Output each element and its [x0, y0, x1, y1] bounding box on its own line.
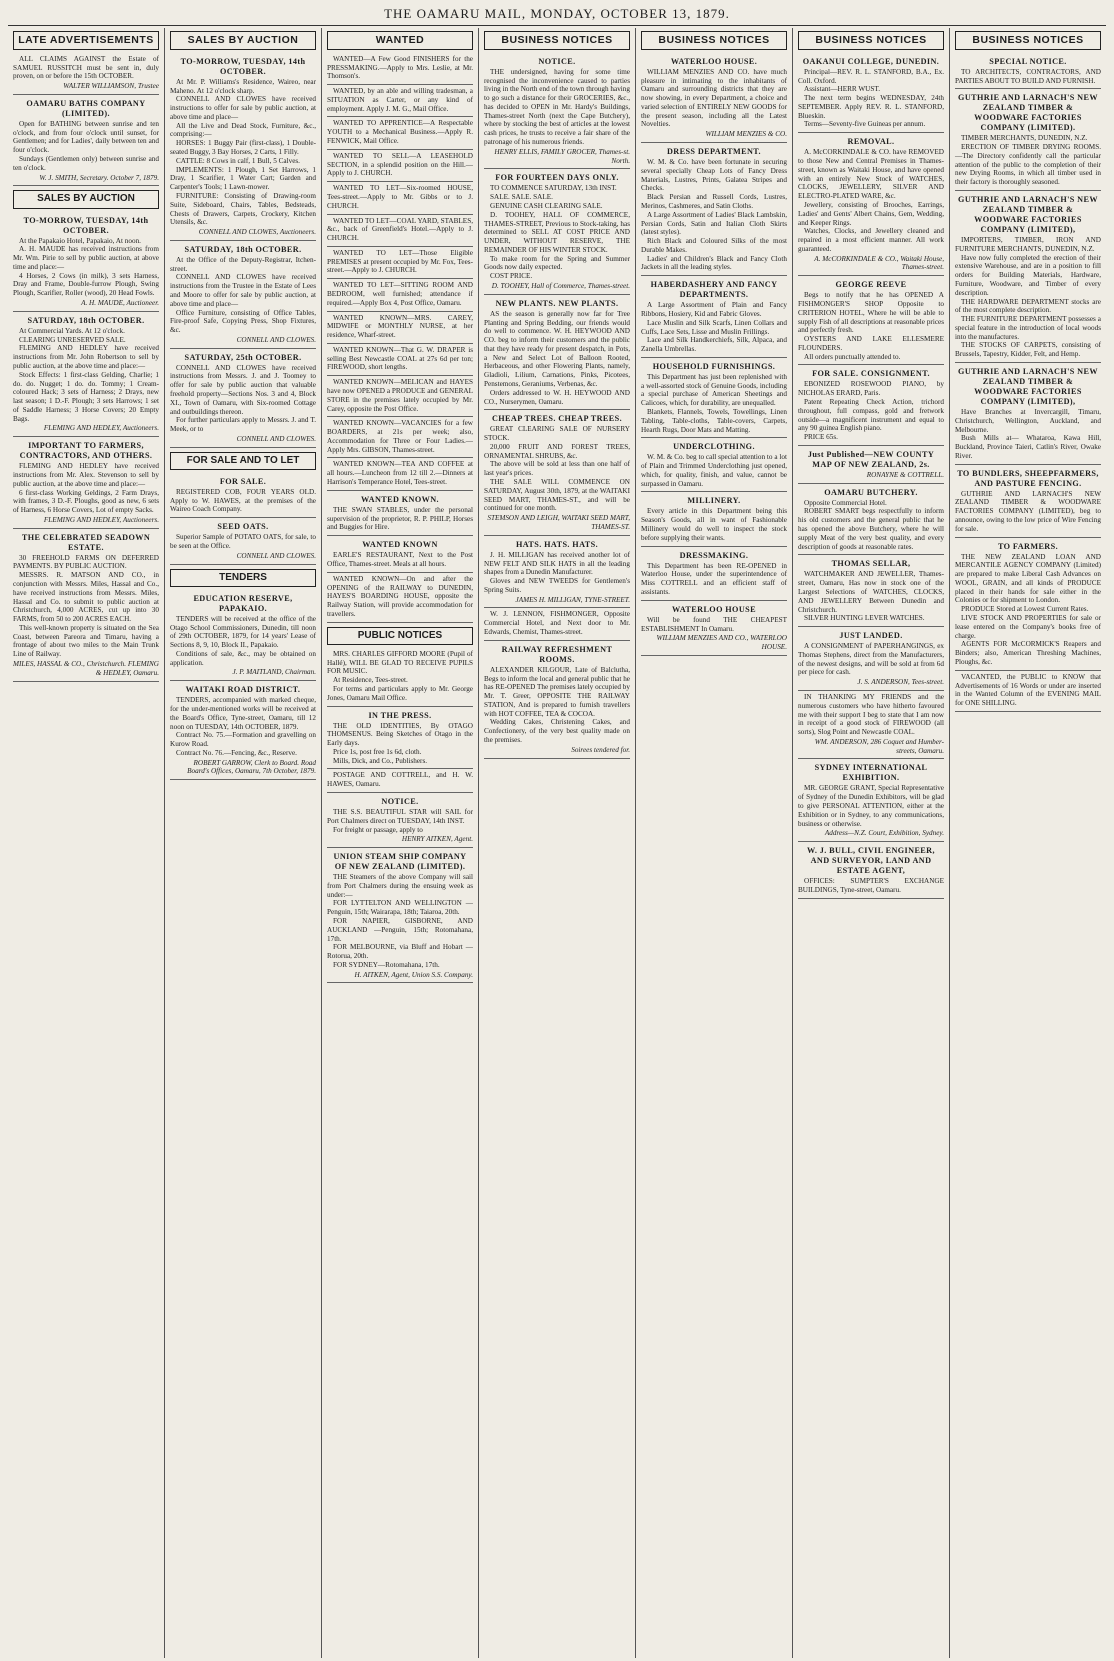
ad-text: FOR SYDNEY—Rotomahana, 17th. — [333, 960, 440, 969]
advertisement — [798, 276, 944, 365]
ad-text: A CONSIGNMENT of PAPERHANGINGS, ex Thomas Stephens, direct from the Manufacturers, of the newest designs, and will be sold at from 6d per piece for cash. — [798, 642, 944, 677]
ad-text: Patent Repeating Check Action, trichord throughout, full compass, gold and fretwork outside—a magnificent instrument and equal to any 90 guinea English piano. — [798, 398, 944, 433]
ad-text: Lace Muslin and Silk Scarfs, Linen Collars and Cuffs, Lace Sets, Lisse and Muslin Frillings. — [641, 318, 787, 336]
section-heading: PUBLIC NOTICES — [327, 627, 473, 645]
ad-text: For freight or passage, apply to — [333, 825, 423, 834]
advertisement — [798, 446, 944, 484]
ad-text: FURNITURE: Consisting of Drawing-room Suite, Sideboard, Chairs, Tables, Bedsteads, Chests of Drawers, Carpets, Crockery, Kitchen Utensils, &c. — [170, 191, 316, 227]
advertisement — [327, 182, 473, 214]
newspaper-column — [950, 28, 1106, 1658]
ad-title: WATERLOO HOUSE — [672, 604, 756, 614]
advertisement — [955, 363, 1101, 465]
advertisement — [327, 150, 473, 182]
advertisement — [170, 349, 316, 448]
ad-title: WATERLOO HOUSE. — [670, 56, 758, 66]
ad-title: EDUCATION RESERVE, PAPAKAIO. — [193, 593, 293, 613]
advertisement — [798, 365, 944, 445]
advertisement — [327, 573, 473, 623]
ad-text: WANTED TO APPRENTICE—A Respectable YOUTH to a Mechanical Business.—Apply R. FENWICK, Mail Office. — [327, 119, 473, 146]
ad-signature: JAMES H. MILLIGAN, TYNE-STREET. — [515, 595, 630, 604]
ad-text: This well-known property is situated on the Sea Coast, between Pareora and Timaru, having a frontage of about two miles to the Main Trunk Line of Railway. — [13, 623, 159, 659]
ad-text: CONNELL AND CLOWES have received instructions to offer for sale by public auction, at above time and place— — [170, 95, 316, 121]
ad-title: OAMARU BUTCHERY. — [824, 487, 918, 497]
advertisement — [327, 648, 473, 707]
ad-text: Blankets, Flannels, Towels, Towellings, Linen Tabling, Table-cloths, Table-covers, Carpets, Hearth Rugs, Door Mats and Matting. — [641, 408, 787, 434]
ad-text: TENDERS, accompanied with marked cheque, for the under-mentioned works will be received at the Board's Office, Tyne-street, Oamaru, till 12 noon on TUESDAY, 14th OCTOBER, 1879. — [170, 696, 316, 731]
section-heading: SALES BY AUCTION — [13, 190, 159, 208]
ad-text: EBONIZED ROSEWOOD PIANO, by NICHOLAS ERARD, Paris. — [798, 380, 944, 398]
ad-text: COST PRICE. — [490, 272, 533, 281]
ad-signature: W. J. SMITH, Secretary. October 7, 1879. — [39, 173, 159, 182]
ad-text: FLEMING AND HEDLEY have received instructions from Mr. John Robertson to sell by public auction, at the above time and place:— — [13, 344, 159, 370]
advertisement — [170, 518, 316, 564]
ad-title: TO FARMERS. — [997, 541, 1059, 551]
ad-text: A Large Assortment of Plain and Fancy Ribbons, Hosiery, Kid and Fabric Gloves. — [641, 301, 787, 318]
ad-signature: ROBERT GARROW, Clerk to Board. Road Board's Offices, Oamaru, 7th October, 1879. — [187, 758, 316, 776]
advertisement — [955, 89, 1101, 191]
ad-text: ALL CLAIMS AGAINST the Estate of SAMUEL RUSSITCH must be sent in, duly proven, on or before the 15th OCTOBER. — [13, 54, 159, 81]
advertisement — [484, 295, 630, 411]
ad-text: WANTED KNOWN—VACANCIES for a few BOARDERS, at 21s per week; also, Accommodation for Three or Four Ladies.—Apply Mrs. GIBSON, Thames-street. — [327, 419, 473, 454]
ad-title: JUST LANDED. — [839, 631, 903, 641]
ad-signature: CONNELL AND CLOWES, Auctioneers. — [198, 228, 316, 237]
ad-signature: CONNELL AND CLOWES. — [236, 335, 316, 344]
ad-title: SATURDAY, 18th OCTOBER. — [27, 315, 145, 325]
ad-text: CATTLE: 8 Cows in calf, 1 Bull, 5 Calves. — [176, 156, 300, 165]
advertisement — [484, 410, 630, 535]
advertisement — [955, 671, 1101, 712]
column-heading: BUSINESS NOTICES — [641, 31, 787, 50]
ad-text: SALE. SALE. SALE. — [490, 193, 553, 202]
advertisement — [13, 95, 159, 186]
advertisement — [798, 759, 944, 842]
section-heading: TENDERS — [170, 569, 316, 587]
ad-text: At the Office of the Deputy-Registrar, Itchen-street. — [170, 255, 316, 273]
ad-text: IN THANKING MY FRIENDS and the numerous customers who have hitherto favoured me with their support I beg to state that I am now in receipt of a good stock of FIREWOOD (all sorts), Slog Point and Newcastle COAL. — [798, 692, 944, 737]
ad-signature: HENRY AITKEN, Agent. — [401, 835, 473, 844]
ad-text: MR. GEORGE GRANT, Special Representative of Sydney of the Dunedin Exhibitors, will be glad to give PERSONAL ATTENTION, either at the Exhibition or in Sydney, to any communications, business or otherwise. — [798, 784, 944, 828]
ad-signature: D. TOOHEY, Hall of Commerce, Thames-street. — [491, 281, 630, 290]
ad-text: At Residence, Tees-street. — [333, 676, 408, 685]
advertisement — [170, 681, 316, 780]
advertisement — [327, 344, 473, 376]
advertisement — [798, 627, 944, 691]
ad-text: WANTED KNOWN—On and after the OPENING of the RAILWAY to DUNEDIN, HAYES'S BOARDING HOUSE, opposite the Railway Station, will provide accommodation for travellers. — [327, 574, 473, 618]
ad-title: SATURDAY, 18th OCTOBER. — [184, 244, 302, 254]
advertisement — [327, 279, 473, 311]
advertisement — [798, 842, 944, 899]
ad-signature: RONAYNE & COTTRELL. — [866, 470, 944, 479]
ad-title: UNDERCLOTHING. — [673, 442, 755, 452]
ad-title: UNION STEAM SHIP COMPANY OF NEW ZEALAND (LIMITED). — [333, 852, 467, 872]
ad-signature: WILLIAM MENZIES AND CO., WATERLOO HOUSE. — [656, 634, 787, 652]
ad-signature: WM. ANDERSON, 286 Coquet and Humber-streets, Oamaru. — [814, 737, 944, 755]
ad-text: W. J. LENNON, FISHMONGER, Opposite Commercial Hotel, and Next door to Mr. Edwards, Chemist, Thames-street. — [484, 610, 630, 636]
advertisement — [170, 53, 316, 241]
ad-text: WANTED KNOWN—MRS. CAREY, MIDWIFE or MONTHLY NURSE, at her residence, Wharf-street. — [327, 313, 473, 340]
ad-text: Sundays (Gentlemen only) between sunrise and ten o'clock. — [13, 155, 159, 172]
ad-text: POSTAGE AND COTTRELL, and H. W. HAWES, Oamaru. — [327, 771, 473, 789]
ad-text: GUTHRIE AND LARNACH'S NEW ZEALAND TIMBER & WOODWARE FACTORIES COMPANY (LIMITED), beg to announce, owing to the low price of Wire Fencing for sale. — [955, 489, 1101, 533]
ad-text: LIVE STOCK AND PROPERTIES for sale or lease entered on the Company's books free of charge. — [955, 614, 1101, 640]
ad-text: Will be found THE CHEAPEST ESTABLISHMENT In Oamaru. — [641, 615, 787, 633]
ad-title: MILLINERY. — [687, 496, 741, 506]
ad-title: WANTED KNOWN — [362, 540, 438, 550]
ad-signature: WILLIAM MENZIES & CO. — [705, 130, 787, 139]
advertisement — [13, 53, 159, 95]
ad-text: Ladies' and Children's Black and Fancy Cloth Jackets in all the leading styles. — [641, 254, 787, 272]
ad-text: AS the season is generally now far for Tree Planting and Spring Bedding, our friends would do well to commence. W. H. HEYWOOD AND CO. beg to inform their customers and the public that they have ready for present despatch, in Pots, a New and Select Lot of Balloon Rooted, Herbaceous, and other Flowering Plants, namely, Gladioli, Lilium, Carnations, Pinks, Picotees, Penstemons, Geraniums, Verbenas, &c. — [484, 309, 630, 389]
advertisement — [170, 473, 316, 518]
advertisement — [170, 590, 316, 681]
ad-text: D. TOOHEY, HALL OF COMMERCE, THAMES-STREET, Previous to Stock-taking, has determined to SELL AT COST PRICE AND UNDER, WITHOUT RESERVE, THE REMAINDER OF HIS WINTER STOCK. — [484, 210, 630, 254]
advertisement — [484, 536, 630, 609]
ad-text: Every article in this Department being this Season's Goods, all in want of Fashionable Millinery would do well to inspect the stock before supplying their wants. — [641, 507, 787, 542]
advertisement — [641, 438, 787, 492]
advertisement — [327, 417, 473, 458]
advertisement — [484, 608, 630, 640]
ad-signature: WALTER WILLIAMSON, Trustee — [63, 82, 159, 91]
advertisement — [13, 529, 159, 682]
advertisement — [798, 484, 944, 556]
ad-text: CLEARING UNRESERVED SALE. — [19, 335, 126, 344]
ad-text: For terms and particulars apply to Mr. George Jones, Oamaru Mail Office. — [327, 684, 473, 702]
ad-text: TO COMMENCE SATURDAY, 13th INST. — [490, 184, 617, 193]
advertisement — [327, 85, 473, 117]
advertisement — [641, 358, 787, 438]
newspaper-column — [8, 28, 165, 1658]
ad-signature: H. AITKEN, Agent, Union S.S. Company. — [354, 970, 473, 979]
ad-text: SILVER HUNTING LEVER WATCHES. — [804, 614, 925, 623]
ad-signature: CONNELL AND CLOWES. — [236, 551, 316, 560]
ad-text: Orders addressed to W. H. HEYWOOD AND CO., Nurserymen, Oamaru. — [484, 388, 630, 406]
ad-text: MESSRS. R. MATSON AND CO., in conjunction with Messrs. Miles, Hassal and Co., have received instructions from Messrs. Miles, Hassal and Co. to submit to public auction at Christchurch, 4,000 ACRES, cut up into 30 FARMS, from 50 to 200 ACRES EACH. — [13, 571, 159, 624]
advertisement — [327, 117, 473, 149]
ad-title: HATS. HATS. HATS. — [515, 539, 599, 549]
advertisement — [13, 212, 159, 312]
advertisement — [327, 536, 473, 573]
advertisement — [327, 707, 473, 770]
ad-text: Rich Black and Coloured Silks of the most Durable Makes. — [641, 237, 787, 254]
ad-text: 6 first-class Working Geldings, 2 Farm Drays, with frames, 3 D.-F. Ploughs, good as new, 6 sets of Harness, 6 Horse Covers, Lot of empty Sacks. — [13, 488, 159, 515]
ad-text: Contract No. 75.—Formation and gravelling on Kurow Road. — [170, 731, 316, 749]
ad-text: Have Branches at Invercargill, Timaru, Christchurch, Wellington, Auckland, and Melbourne. — [955, 407, 1101, 434]
advertisement — [955, 465, 1101, 538]
ad-text: IMPORTERS, TIMBER, IRON AND FURNITURE MERCHANTS, DUNEDIN, N.Z. — [955, 236, 1101, 253]
advertisement — [327, 376, 473, 417]
ad-title: GUTHRIE AND LARNACH'S NEW ZEALAND TIMBER & WOODWARE FACTORIES COMPANY (LIMITED). — [958, 93, 1098, 133]
ad-text: WANTED TO LET—COAL YARD, STABLES, &c., back of Greenfield's Hotel.—Apply to J. CHURCH. — [327, 216, 473, 243]
ad-text: PRODUCE Stored at Lowest Current Rates. — [961, 605, 1089, 614]
ad-text: All orders punctually attended to. — [804, 352, 901, 361]
ad-text: Price 1s, post free 1s 6d, cloth. — [333, 747, 422, 756]
ad-text: WILLIAM MENZIES AND CO. have much pleasure in intimating to the inhabitants of Oamaru and surrounding districts that they are now showing, in every Department, a choice and varied selection of ENTIRELY NEW GOODS for the present season, including all the Latest Novelties. — [641, 67, 787, 129]
ad-text: GENUINE CASH CLEARING SALE. — [490, 201, 603, 210]
ad-signature: STEMSON AND LEIGH, WAITAKI SEED MART, THAMES-ST. — [487, 514, 630, 531]
advertisement — [13, 437, 159, 528]
ad-signature: J. P. MAITLAND, Chairman. — [232, 668, 316, 677]
ad-title: REMOVAL. — [847, 137, 895, 147]
newspaper-column — [165, 28, 322, 1658]
ad-text: FLEMING AND HEDLEY have received instructions from Mr. Alex. Stevenson to sell by public auction, at the above time and place:— — [13, 462, 159, 488]
advertisement — [641, 492, 787, 546]
newspaper-column — [636, 28, 793, 1658]
ad-text: WANTED, by an able and willing tradesman, a SITUATION as Carter, or any kind of employment. Apply J. M. G., Mail Office. — [327, 87, 473, 113]
ad-text: The next term begins WEDNESDAY, 24th SEPTEMBER. Apply REV. R. L. STANFORD, Blueskin. — [798, 94, 944, 120]
advertisement — [327, 458, 473, 490]
ad-text: WANTED—A Few Good FINISHERS for the PRESSMAKING.—Apply to Mrs. Leslie, at Mr. Thomson's. — [327, 54, 473, 81]
advertisement — [484, 169, 630, 294]
advertisement — [955, 538, 1101, 671]
advertisement — [327, 848, 473, 983]
ad-signature: HENRY ELLIS, FAMILY GROCER, Thames-st. North. — [494, 147, 630, 165]
advertisement — [641, 547, 787, 601]
ad-title: SYDNEY INTERNATIONAL EXHIBITION. — [814, 763, 928, 783]
ad-title: WANTED KNOWN. — [361, 494, 439, 504]
advertisement — [798, 53, 944, 133]
ad-title: OAKANUI COLLEGE, DUNEDIN. — [802, 56, 940, 66]
advertisement — [798, 691, 944, 759]
ad-text: FOR LYTTELTON AND WELLINGTON —Penguin, 15th; Wairarapa, 18th; Taiaroa, 20th. — [327, 899, 473, 917]
ad-title: HOUSEHOLD FURNISHINGS. — [652, 361, 776, 371]
column-heading: BUSINESS NOTICES — [955, 31, 1101, 50]
ad-text: MRS. CHARLES GIFFORD MOORE (Pupil of Hallé), WILL BE GLAD TO RECEIVE PUPILS FOR MUSIC. — [327, 649, 473, 676]
ad-text: THE SALE WILL COMMENCE ON SATURDAY, August 30th, 1879, at the WAITAKI SEED MART, THAMES-ST., and will be continued for one month. — [484, 478, 630, 513]
ad-text: The above will be sold at less than one half of last year's prices. — [484, 460, 630, 478]
ad-signature: A. H. MAUDE, Auctioneer. — [81, 299, 159, 308]
ad-text: Office Furniture, consisting of Office Tables, Fire-proof Safe, Copying Press, Shop Fixtures, &c. — [170, 308, 316, 335]
ad-text: FOR MELBOURNE, via Bluff and Hobart —Rotorua, 20th. — [327, 943, 473, 961]
ad-text: 30 FREEHOLD FARMS ON DEFERRED PAYMENTS. BY PUBLIC AUCTION. — [13, 553, 159, 571]
ad-text: W. M. & Co. beg to call special attention to a lot of Plain and Trimmed Underclothing just opened, which, for quality, finish, and value, cannot be surpassed in Oamaru. — [641, 453, 787, 488]
ad-text: Bush Mills at— Whataroa, Kawa Hill, Buckland, Province Taieri, Catlin's River, Owake River. — [955, 434, 1101, 460]
ad-text: Begs to notify that he has OPENED A FISHMONGER'S SHOP Opposite to CRITERION HOTEL, Where he will be able to supply Fish of all descriptions at reasonable prices and perfectly fresh. — [798, 291, 944, 335]
advertisement — [327, 491, 473, 536]
advertisement — [641, 143, 787, 276]
column-heading: BUSINESS NOTICES — [798, 31, 944, 50]
ad-title: IMPORTANT TO FARMERS, CONTRACTORS, AND OTHERS. — [19, 441, 153, 461]
ad-text: 4 Horses, 2 Cows (in milk), 3 sets Harness, Dray and Frame, Double-furrow Plough, Swing Plough, Scarifier, Roller (wood), 20 Head Fowls. — [13, 271, 159, 298]
advertisement — [955, 191, 1101, 363]
ad-text: WATCHMAKER AND JEWELLER, Thames-street, Oamaru, Has now in stock one of the Largest Selections of WATCHES, CLOCKS, AND JEWELLERY Between Dunedin and Christchurch. — [798, 570, 944, 614]
advertisement — [170, 241, 316, 349]
ad-text: Watches, Clocks, and Jewellery cleaned and repaired in a most efficient manner. All work guaranteed. — [798, 227, 944, 253]
ad-title: SPECIAL NOTICE. — [989, 56, 1067, 66]
ad-text: Superior Sample of POTATO OATS, for sale, to be seen at the Office. — [170, 533, 316, 551]
ad-signature: A. McCORKINDALE & CO., Waitaki House, Thames-street. — [814, 254, 944, 272]
ad-title: FOR SALE. — [219, 476, 267, 486]
ad-text: Black Persian and Russell Cords, Lustres, Merinos, Cashmeres, and Satin Cloths. — [641, 193, 787, 210]
ad-text: Contract No. 76.—Fencing, &c., Reserve. — [176, 748, 297, 757]
ad-text: WANTED KNOWN—That G. W. DRAPER is selling Best Newcastle COAL at 27s 6d per ton; FIREWOOD, short lengths. — [327, 345, 473, 372]
ad-text: At Commercial Yards. At 12 o'clock. — [19, 326, 125, 335]
ad-text: THE STOCKS OF CARPETS, consisting of Brussels, Tapestry, Kidder, Felt, and Hemp. — [955, 341, 1101, 359]
ad-title: GUTHRIE AND LARNACH'S NEW ZEALAND TIMBER & WOODWARE FACTORIES COMPANY (LIMITED), — [958, 366, 1098, 406]
advertisement — [484, 641, 630, 759]
advertisement — [484, 53, 630, 170]
ad-title: THE CELEBRATED SEADOWN ESTATE. — [21, 532, 151, 552]
advertisement — [641, 601, 787, 656]
ad-text: A. H. MAUDE has received instructions from Mr. Wm. Pirie to sell by public auction, at above time and place:— — [13, 245, 159, 271]
ad-text: Open for BATHING between sunrise and ten o'clock, and from four o'clock until sunset, for Gentlemen; and for Ladies', daily between ten and four o'clock. — [13, 119, 159, 155]
ad-text: ALEXANDER KILGOUR, Late of Balclutha, Begs to inform the local and general public that he has RE-OPENED The premises lately occupied by Mr. T. Greer, OPPOSITE THE RAILWAY STATION, And is prepared to furnish travellers with HOT COFFEE, TEA & COCOA. — [484, 665, 630, 718]
ad-signature: Address—N.Z. Court, Exhibition, Sydney. — [824, 829, 944, 838]
advertisement — [798, 555, 944, 627]
ad-text: EARLE'S RESTAURANT, Next to the Post Office, Thames-street. Meals at all hours. — [327, 551, 473, 568]
advertisement — [641, 53, 787, 143]
ad-title: TO BUNDLERS, SHEEPFARMERS, AND PASTURE FENCING. — [957, 468, 1099, 488]
ad-signature: J. S. ANDERSON, Tees-street. — [857, 678, 944, 687]
ad-text: Opposite Commercial Hotel. — [804, 498, 887, 507]
ad-text: For further particulars apply to Messrs. J. and T. Meek, or to — [170, 416, 316, 434]
ad-text: At Mr. P. Williams's Residence, Waireo, near Maheno. At 12 o'clock sharp. — [170, 77, 316, 95]
ad-text: Have now fully completed the erection of their extensive Warehouse, and are in a position to fill orders for Building Materials, Hardware, Furniture, Woodware, and Timber of every description. — [955, 253, 1101, 297]
ad-text: THE SWAN STABLES, under the personal supervision of the proprietor, R. P. PHILP, Horses and Buggies for Hire. — [327, 505, 473, 532]
ad-title: SEED OATS. — [217, 522, 269, 532]
ad-text: TENDERS will be received at the office of the Otago School Commissioners, Dunedin, till noon of 29th OCTOBER, 1879, for 14 years' Lease of Sections 8, 9, 10, Block II., Papakaio. — [170, 614, 316, 650]
ad-text: WANTED TO LET—Six-roomed HOUSE, Tees-street.—Apply to Mr. Gibbs or to J. CHURCH. — [327, 184, 473, 210]
ad-text: IMPLEMENTS: 1 Plough, 1 Set Harrows, 1 Dray, 1 Scarifier, 1 Water Cart; Garden and Carpenter's Tools; 1 Lawn-mower. — [170, 165, 316, 192]
advertisement — [327, 53, 473, 85]
ad-text: CONNELL AND CLOWES have received instructions from Messrs. J. and J. Toomey to offer for sale by public auction that valuable freehold property—Sections Nos. 3 and 4, Block XI., Town of Oamaru, with Six-roomed Cottage and outbuildings thereon. — [170, 363, 316, 416]
ad-text: All the Live and Dead Stock, Furniture, &c., comprising:— — [170, 121, 316, 139]
ad-text: ROBERT SMART begs respectfully to inform his old customers and the general public that he has opened the above Butchery, where he will supply Meat of the very best quality, and every description of goods at reasonable rates. — [798, 507, 944, 551]
ad-text: TO ARCHITECTS, CONTRACTORS, AND PARTIES ABOUT TO BUILD AND FURNISH. — [955, 67, 1101, 85]
ad-title: WAITAKI ROAD DISTRICT. — [185, 685, 301, 695]
ad-text: WANTED KNOWN—MELICAN and HAYES have now OPENED a PRODUCE and GENERAL STORE in the premises lately occupied by Mr. Carey, opposite the Post Office. — [327, 378, 473, 413]
ad-title: TO-MORROW, TUESDAY, 14th OCTOBER. — [23, 215, 149, 235]
ad-title: FOR FOURTEEN DAYS ONLY. — [495, 173, 619, 183]
ad-text: THE Steamers of the above Company will sail from Port Chalmers during the ensuing week as under:— — [327, 873, 473, 899]
ad-title: CHEAP TREES. CHEAP TREES. — [491, 414, 623, 424]
ad-title: Just Published—NEW COUNTY MAP OF NEW ZEALAND, 2s. — [807, 449, 935, 469]
ad-text: 20,000 FRUIT AND FOREST TREES, ORNAMENTAL SHRUBS, &c. — [484, 442, 630, 460]
ad-title: NOTICE. — [538, 56, 576, 66]
ad-text: Lace and Silk Handkerchiefs, Silk, Alpaca, and Zanella Umbrellas. — [641, 336, 787, 354]
ad-text: J. H. MILLIGAN has received another lot of NEW FELT AND SILK HATS in all the leading shapes from a Dunedin Manufacturer. — [484, 550, 630, 577]
ad-text: Gloves and NEW TWEEDS for Gentlemen's Spring Suits. — [484, 577, 630, 594]
advertisement — [327, 793, 473, 848]
newspaper-column — [322, 28, 479, 1658]
ad-text: FOR NAPIER, GISBORNE, AND AUCKLAND —Penguin, 15th; Rotomahana, 17th. — [327, 917, 473, 943]
ad-text: A. McCORKINDALE & CO. have REMOVED to those New and Central Premises in Thames-street, known as Waitaki House, and have opened with an entirely New Stock of WATCHES, CLOCKS, JEWELLERY, SILVER AND ELECTRO-PLATED WARE, &c. — [798, 148, 944, 201]
ad-text: To make room for the Spring and Summer Goods now daily expected. — [484, 254, 630, 272]
ad-text: THE FURNITURE DEPARTMENT possesses a special feature in the introduction of local woods into the manufactures. — [955, 315, 1101, 341]
advertisement — [955, 53, 1101, 90]
ad-text: OFFICES: SUMPTER'S EXCHANGE BUILDINGS, Tyne-street, Oamaru. — [798, 877, 944, 894]
ad-text: THE S.S. BEAUTIFUL STAR will SAIL for Port Chalmers direct on TUESDAY, 14th INST. — [327, 807, 473, 825]
ad-title: SATURDAY, 25th OCTOBER. — [184, 352, 302, 362]
advertisement — [13, 312, 159, 437]
ad-text: VACANTED, the PUBLIC to KNOW that Advertisements of 16 Words or under are inserted in the Wanted Column of the EVENING MAIL for ONE SHILLING. — [955, 672, 1101, 708]
ad-title: NOTICE. — [381, 796, 419, 806]
ad-text: CONNELL AND CLOWES have received instructions from the Trustee in the Estate of Lees and Moore to offer for sale by public auction, at above time and place— — [170, 273, 316, 308]
ad-text: HORSES: 1 Buggy Pair (first-class), 1 Double-seated Buggy, 3 Bay Horses, 2 Carts, 1 Filly. — [170, 139, 316, 157]
ad-title: DRESS DEPARTMENT. — [666, 147, 761, 157]
ad-signature: FLEMING AND HEDLEY, Auctioneers. — [43, 515, 159, 524]
ad-text: REGISTERED COB, FOUR YEARS OLD. Apply to W. HAWES, at the premises of the Waireo Coach Company. — [170, 487, 316, 514]
ad-text: This Department has just been replenished with a well-assorted stock of Genuine Goods, including a special purchase of American Sheetings and Calicoes, which, for durability, are unequalled. — [641, 372, 787, 408]
ad-text: WANTED TO SELL—A LEASEHOLD SECTION, in a splendid position on the Hill.—Apply to J. CHURCH. — [327, 151, 473, 178]
ad-text: OYSTERS AND LAKE ELLESMERE FLOUNDERS. — [798, 335, 944, 352]
ad-title: DRESSMAKING. — [679, 550, 749, 560]
ad-text: Terms—Seventy-five Guineas per annum. — [804, 120, 926, 129]
ad-text: THE undersigned, having for some time recognised the inconvenience caused to parties living in the North end of the town through having to go such a distance for their GROCERIES, &c., has decided to OPEN in Mr. Hardy's Buildings, Thames-street North (next the Cape Butchery), where by stocking the best of articles at the lowest cash prices, he trusts to receive a fair share of the patronage of his numerous friends. — [484, 67, 630, 147]
ad-text: ERECTION OF TIMBER DRYING ROOMS.—The Directory confidently call the particular attention of the public to the completion of their new Drying Rooms, in which all timber used in their factory is thoroughly seasoned. — [955, 143, 1101, 187]
ad-text: GREAT CLEARING SALE OF NURSERY STOCK. — [484, 425, 630, 443]
ad-title: FOR SALE. CONSIGNMENT. — [812, 369, 930, 379]
advertisement — [327, 215, 473, 247]
ad-title: IN THE PRESS. — [368, 710, 432, 720]
ad-signature: Soirees tendered for. — [571, 745, 630, 754]
ad-title: HABERDASHERY AND FANCY DEPARTMENTS. — [650, 280, 778, 300]
ad-signature: FLEMING AND HEDLEY, Auctioneers. — [43, 424, 159, 433]
ad-text: AGENTS FOR McCORMICK'S Reapers and Binders; also, American Threshing Machines, Ploughs, &c. — [955, 640, 1101, 666]
ad-title: TO-MORROW, TUESDAY, 14th OCTOBER. — [180, 56, 306, 76]
ad-text: Stock Effects: 1 first-class Gelding, Charlie; 1 do. do. Nugget; 1 do. do. Tommy; 1 Cream-coloured Hack; 3 sets of Harness; 2 Drays, new last season; 1 D.-F. Plough; 3 sets Harrows; 1 set of Saddle Harness; 3 Horse Covers; 20 Empty Bags. — [13, 370, 159, 423]
advertisement — [798, 133, 944, 276]
column-heading: SALES BY AUCTION — [170, 31, 316, 50]
ad-title: THOMAS SELLAR, — [831, 559, 911, 569]
ad-text: A Large Assortment of Ladies' Black Lambskin, Persian Cords, Satin and Italian Cloth Skirts (latest styles). — [641, 210, 787, 237]
ad-text: W. M. & Co. have been fortunate in securing several specially Cheap Lots of Fancy Dress Materials, Lustres, Prints, Galatea Stripes and Checks. — [641, 158, 787, 193]
ad-text: PRICE 65s. — [804, 433, 838, 442]
newspaper-column — [479, 28, 636, 1658]
column-heading: BUSINESS NOTICES — [484, 31, 630, 50]
advertisement — [327, 247, 473, 279]
advertisement — [327, 769, 473, 793]
advertisement — [327, 312, 473, 344]
ad-title: W. J. BULL, CIVIL ENGINEER, AND SURVEYOR, LAND AND ESTATE AGENT, — [807, 846, 935, 876]
ad-signature: CONNELL AND CLOWES. — [236, 434, 316, 443]
ad-text: Principal—REV. R. L. STANFORD, B.A., Ex. Coll. Oxford. — [798, 67, 944, 85]
ad-text: Wedding Cakes, Christening Cakes, and Confectionery, of the very best quality made on the premises. — [484, 718, 630, 745]
ad-title: GUTHRIE AND LARNACH'S NEW ZEALAND TIMBER & WOODWARE FACTORIES COMPANY (LIMITED), — [958, 195, 1098, 235]
ad-text: THE OLD IDENTITIES, By OTAGO THOMSENUS. Being Sketches of Otago in the Early days. — [327, 721, 473, 748]
ad-title: GEORGE REEVE — [835, 280, 907, 290]
ad-title: RAILWAY REFRESHMENT ROOMS. — [501, 644, 613, 664]
ad-text: THE NEW ZEALAND LOAN AND MERCANTILE AGENCY COMPANY (Limited) are prepared to make Liberal Cash Advances on WOOL, GRAIN, and all kinds of PRODUCE placed in their hands for sale either in the Colonies or for shipment to London. — [955, 552, 1101, 605]
ad-title: NEW PLANTS. NEW PLANTS. — [495, 298, 619, 308]
column-heading: WANTED — [327, 31, 473, 50]
ad-text: At the Papakaio Hotel, Papakaio, At noon. — [19, 236, 141, 245]
ad-title: OAMARU BATHS COMPANY (LIMITED). — [26, 98, 146, 118]
newspaper-column — [793, 28, 950, 1658]
masthead: THE OAMARU MAIL, MONDAY, OCTOBER 13, 1879. — [8, 0, 1106, 26]
ad-text: Mills, Dick, and Co., Publishers. — [333, 756, 428, 765]
ad-text: WANTED KNOWN—TEA AND COFFEE at all hours.—Luncheon from 12 till 2.—Dinners at Harrison's Temperance Hotel, Tees-street. — [327, 460, 473, 487]
advertisement — [641, 276, 787, 358]
ad-text: Conditions of sale, &c., may be obtained on application. — [170, 649, 316, 667]
ad-text: THE HARDWARE DEPARTMENT stocks are of the most complete description. — [955, 297, 1101, 315]
ad-text: Assistant—HERR WUST. — [804, 85, 881, 94]
column-heading: LATE ADVERTISEMENTS — [13, 31, 159, 50]
ad-text: TIMBER MERCHANTS, DUNEDIN, N.Z. — [961, 134, 1088, 143]
section-heading: FOR SALE AND TO LET — [170, 452, 316, 470]
ad-text: This Department has been RE-OPENED in Waterloo House, under the superintendence of Miss COTTRELL and an efficient staff of assistants. — [641, 561, 787, 596]
ad-text: Jewellery, consisting of Brooches, Earrings, Ladies' and Gents' Albert Chains, Gem, Wedding, and Keeper Rings. — [798, 200, 944, 227]
column-container — [8, 28, 1106, 1658]
ad-signature: MILES, HASSAL & CO., Christchurch. FLEMING & HEDLEY, Oamaru. — [13, 660, 159, 677]
ad-text: WANTED TO LET—SITTING ROOM AND BEDROOM, well furnished; attendance if required.—Apply Box 4, Post Office, Oamaru. — [327, 281, 473, 307]
ad-text: WANTED TO LET—Those Eligible PREMISES at present occupied by Mr. Fox, Tees-street.—Apply to J. CHURCH. — [327, 248, 473, 275]
